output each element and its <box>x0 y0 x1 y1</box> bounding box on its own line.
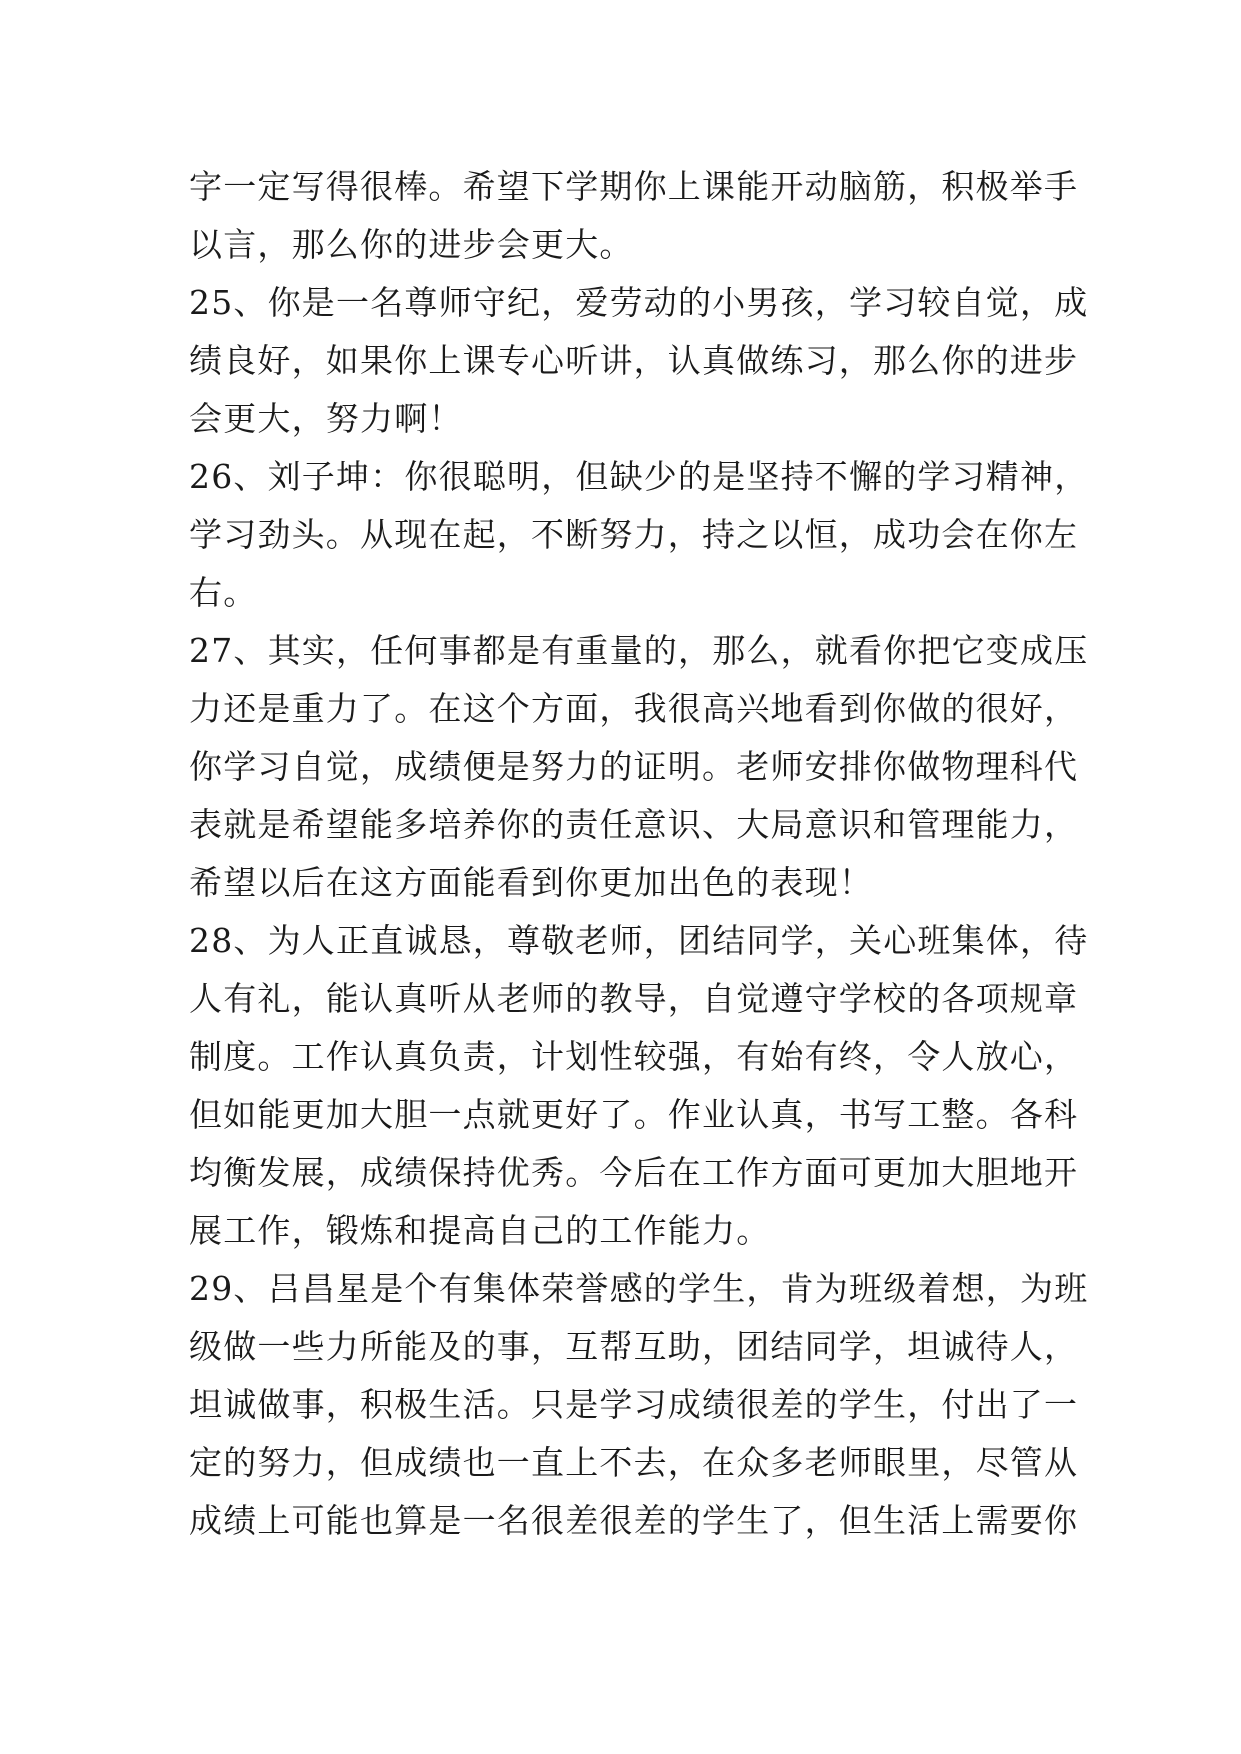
text-line: 你学习自觉，成绩便是努力的证明。老师安排你做物理科代 <box>189 747 1079 786</box>
document-page <box>189 158 1089 1550</box>
text-line: 以言，那么你的进步会更大。 <box>189 225 634 264</box>
text-line: 28、为人正直诚恳，尊敬老师，团结同学，关心班集体，待 <box>189 921 1089 960</box>
text-line: 26、刘子坤：你很聪明，但缺少的是坚持不懈的学习精神， <box>189 457 1089 496</box>
text-line: 成绩上可能也算是一名很差很差的学生了，但生活上需要你 <box>189 1501 1079 1540</box>
text-line: 希望以后在这方面能看到你更加出色的表现！ <box>189 863 873 902</box>
text-line: 字一定写得很棒。希望下学期你上课能开动脑筋，积极举手 <box>189 167 1079 206</box>
text-line: 制度。工作认真负责，计划性较强，有始有终，令人放心， <box>189 1037 1079 1076</box>
text-line: 展工作，锻炼和提高自己的工作能力。 <box>189 1211 771 1250</box>
text-line: 级做一些力所能及的事，互帮互助，团结同学，坦诚待人， <box>189 1327 1079 1366</box>
text-line: 学习劲头。从现在起，不断努力，持之以恒，成功会在你左 <box>189 515 1079 554</box>
text-line: 表就是希望能多培养你的责任意识、大局意识和管理能力， <box>189 805 1079 844</box>
text-line: 会更大，努力啊！ <box>189 399 463 438</box>
text-line: 29、吕昌星是个有集体荣誉感的学生，肯为班级着想，为班 <box>189 1269 1089 1308</box>
text-line: 坦诚做事，积极生活。只是学习成绩很差的学生，付出了一 <box>189 1385 1079 1424</box>
text-line: 25、你是一名尊师守纪，爱劳动的小男孩，学习较自觉，成 <box>189 283 1089 322</box>
text-line: 力还是重力了。在这个方面，我很高兴地看到你做的很好， <box>189 689 1079 728</box>
text-line: 均衡发展，成绩保持优秀。今后在工作方面可更加大胆地开 <box>189 1153 1079 1192</box>
text-line: 绩良好，如果你上课专心听讲，认真做练习，那么你的进步 <box>189 341 1079 380</box>
text-line: 定的努力，但成绩也一直上不去，在众多老师眼里，尽管从 <box>189 1443 1079 1482</box>
text-line: 27、其实，任何事都是有重量的，那么，就看你把它变成压 <box>189 631 1089 670</box>
text-line: 右。 <box>189 573 258 612</box>
text-line: 人有礼，能认真听从老师的教导，自觉遵守学校的各项规章 <box>189 979 1079 1018</box>
text-line: 但如能更加大胆一点就更好了。作业认真，书写工整。各科 <box>189 1095 1079 1134</box>
